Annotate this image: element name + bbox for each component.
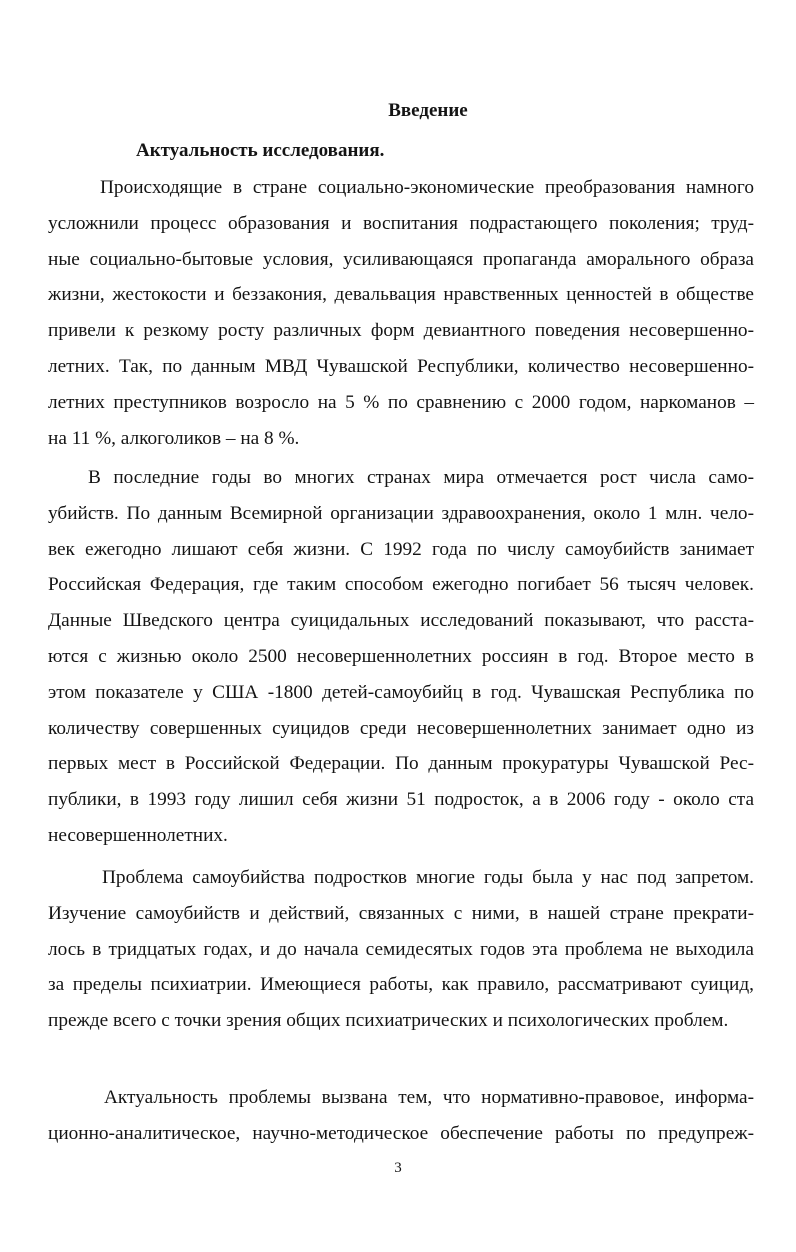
text-line: летних. Так, по данным МВД Чувашской Республики, количество несовершенно- (48, 355, 754, 377)
page-number: 3 (394, 1160, 402, 1176)
paragraph-4 (48, 1080, 754, 1152)
text-line: несовершеннолетних. (48, 824, 228, 846)
text-line: ные социально-бытовые условия, усиливающаяся пропаганда аморального образа (48, 248, 754, 270)
text-line: летних преступников возросло на 5 % по сравнению с 2000 годом, наркоманов – (48, 391, 754, 413)
paragraph-3 (48, 860, 754, 1039)
text-line: Происходящие в стране социально-экономические преобразования намного (100, 177, 754, 198)
text-line: ются с жизнью около 2500 несовершеннолетних россиян в год. Второе место в (48, 645, 754, 667)
text-line: усложнили процесс образования и воспитания подрастающего поколения; труд- (48, 212, 754, 234)
text-line: публики, в 1993 году лишил себя жизни 51 подросток, а в 2006 году - около ста (48, 789, 754, 811)
text-line: Проблема самоубийства подростков многие годы была у нас под запретом. (102, 867, 754, 888)
text-line: лось в тридцатых годах, и до начала семидесятых годов эта проблема не выходила (48, 938, 754, 960)
text-line: убийств. По данным Всемирной организации здравоохранения, около 1 млн. чело- (48, 502, 754, 524)
text-line: за пределы психиатрии. Имеющиеся работы, как правило, рассматривают суицид, (48, 974, 754, 996)
text-line: на 11 %, алкоголиков – на 8 %. (48, 427, 300, 449)
section-heading: Актуальность исследования. (136, 140, 385, 161)
text-line: первых мест в Российской Федерации. По данным прокуратуры Чувашской Рес- (48, 753, 754, 775)
text-line: Актуальность проблемы вызвана тем, что нормативно-правовое, информа- (104, 1087, 754, 1108)
text-line: Данные Шведского центра суицидальных исследований показывают, что расста- (48, 610, 754, 632)
text-line: жизни, жестокости и беззакония, девальвация нравственных ценностей в обществе (48, 284, 754, 306)
text-line: век ежегодно лишают себя жизни. С 1992 года по числу самоубийств занимает (48, 538, 754, 560)
page-title: Введение (388, 100, 468, 121)
text-line: ционно-аналитическое, научно-методическое обеспечение работы по предупреж- (48, 1122, 754, 1144)
text-line: количеству совершенных суицидов среди несовершеннолетних занимает одно из (48, 717, 754, 739)
text-line: прежде всего с точки зрения общих психиатрических и психологических проблем. (48, 1010, 729, 1032)
text-line: Российская Федерация, где таким способом ежегодно погибает 56 тысяч человек. (48, 574, 754, 596)
text-line: В последние годы во многих странах мира отмечается рост числа само- (88, 467, 754, 488)
text-line: Изучение самоубийств и действий, связанных с ними, в нашей стране прекрати- (48, 902, 754, 924)
paragraph-2 (48, 460, 754, 854)
text-line: этом показателе у США -1800 детей-самоубийц в год. Чувашская Республика по (48, 681, 754, 703)
text-line: привели к резкому росту различных форм девиантного поведения несовершенно- (48, 320, 754, 342)
paragraph-1 (48, 170, 754, 456)
